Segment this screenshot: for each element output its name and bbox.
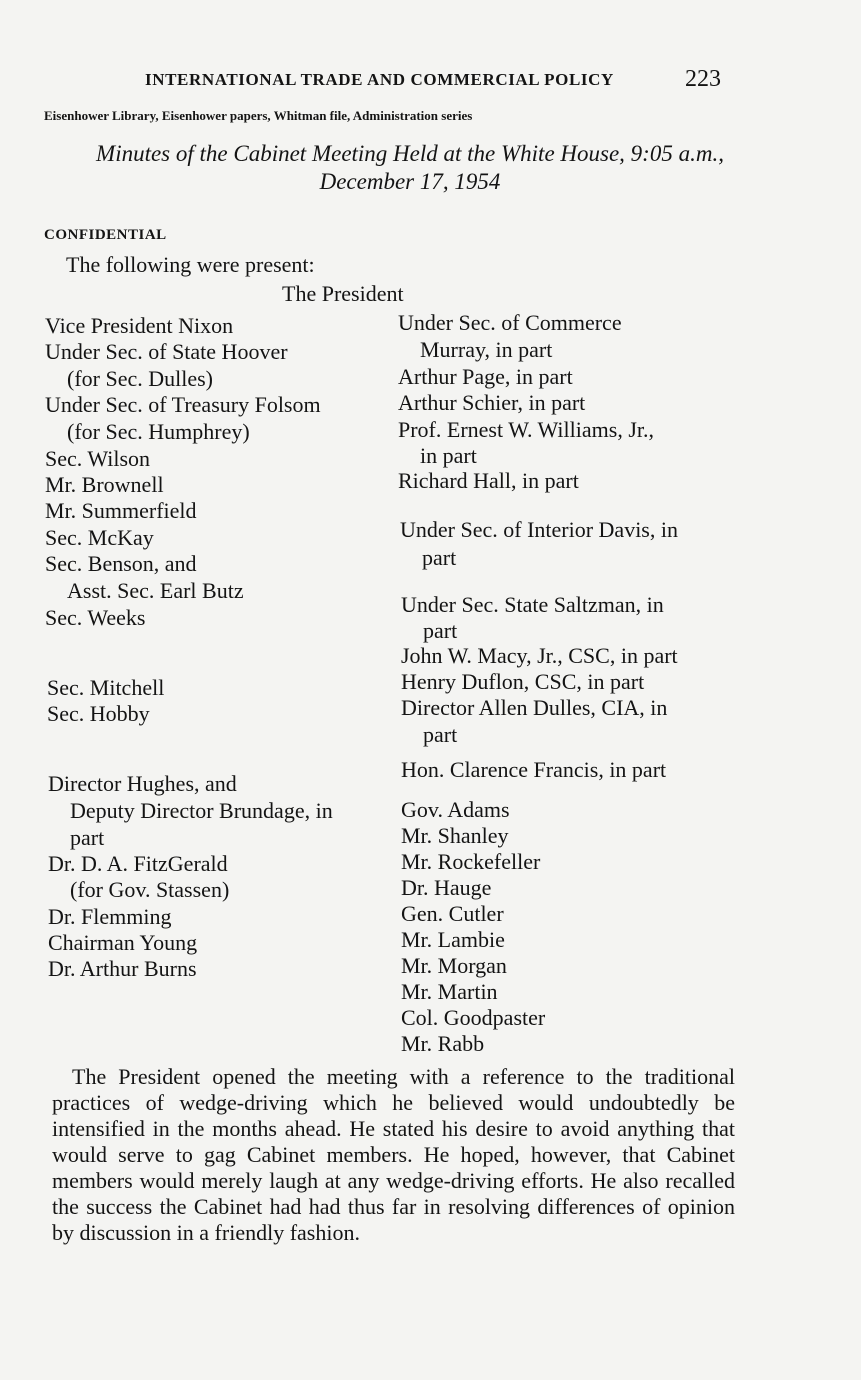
attendee-right: Henry Duflon, CSC, in part: [401, 669, 645, 694]
attendee-right: Mr. Rockefeller: [401, 849, 541, 874]
attendee-right: Under Sec. of Interior Davis, in: [400, 517, 678, 542]
attendee-right: Director Allen Dulles, CIA, in: [401, 695, 668, 720]
attendee-right: Gov. Adams: [401, 797, 510, 822]
attendee-left: Dr. Flemming: [48, 904, 172, 929]
attendee-right: Arthur Schier, in part: [398, 390, 586, 415]
attendee-right: Gen. Cutler: [401, 901, 504, 926]
attendee-left: Dr. D. A. FitzGerald: [48, 851, 228, 876]
attendee-right: part: [423, 618, 458, 643]
attendee-left: Sec. Benson, and: [45, 551, 197, 576]
attendee-left: Sec. Hobby: [47, 701, 150, 726]
attendee-right: Mr. Morgan: [401, 953, 507, 978]
attendee-right: part: [423, 722, 458, 747]
document-title: [40, 140, 780, 196]
attendee-right: Col. Goodpaster: [401, 1005, 546, 1030]
body-paragraph: The President opened the meeting with a reference to the traditional practices of wedge-driving which he believed would undoubtedly be intensified in the months ahead. He stated his desire to avoid anything that would serve to gag Cabinet members. He hoped, however, that Cabinet members would merely laugh at any wedge-driving efforts. He also recalled the success the Cabinet had had thus far in resolving differences of opinion by discussion in a friendly fashion.: [52, 1064, 735, 1245]
attendee-left: Asst. Sec. Earl Butz: [67, 578, 244, 603]
attendee-left: Under Sec. of Treasury Folsom: [45, 392, 321, 417]
attendee-right: Arthur Page, in part: [398, 364, 573, 389]
document-title-line-2: December 17, 1954: [319, 169, 501, 194]
attendance-intro: The following were present:: [66, 252, 315, 277]
attendee-right: Under Sec. State Saltzman, in: [401, 592, 664, 617]
attendee-left: Chairman Young: [48, 930, 198, 955]
attendee-left: Director Hughes, and: [48, 771, 237, 796]
attendee-left: Under Sec. of State Hoover: [45, 339, 288, 364]
attendance-head: The President: [282, 281, 404, 306]
attendee-left: (for Gov. Stassen): [70, 877, 230, 902]
page-number: 223: [685, 66, 721, 92]
attendee-left: (for Sec. Humphrey): [67, 419, 250, 444]
attendee-right: Mr. Shanley: [401, 823, 509, 848]
attendee-left: part: [70, 825, 105, 850]
attendee-left: (for Sec. Dulles): [67, 366, 214, 391]
attendee-right: Prof. Ernest W. Williams, Jr.,: [398, 417, 654, 442]
attendee-right: in part: [420, 443, 477, 468]
attendee-left: Deputy Director Brundage, in: [70, 798, 333, 823]
document-title-line-1: Minutes of the Cabinet Meeting Held at the White House, 9:05 a.m.,: [96, 141, 724, 166]
running-head: [0, 66, 861, 96]
attendee-left: Sec. McKay: [45, 525, 154, 550]
attendee-right: Under Sec. of Commerce: [398, 310, 622, 335]
attendee-left: Sec. Weeks: [45, 605, 146, 630]
attendee-left: Mr. Brownell: [45, 472, 164, 497]
classification-marking: CONFIDENTIAL: [44, 227, 167, 243]
running-title: INTERNATIONAL TRADE AND COMMERCIAL POLICY: [145, 70, 614, 89]
attendee-right: Richard Hall, in part: [398, 468, 579, 493]
attendee-right: Hon. Clarence Francis, in part: [401, 757, 667, 782]
attendee-right: Mr. Rabb: [401, 1031, 485, 1056]
attendee-right: part: [422, 545, 457, 570]
attendee-left: Vice President Nixon: [45, 313, 234, 338]
attendee-right: Mr. Martin: [401, 979, 498, 1004]
attendee-left: Dr. Arthur Burns: [48, 956, 197, 981]
attendee-left: Sec. Mitchell: [47, 675, 165, 700]
source-note: Eisenhower Library, Eisenhower papers, Whitman file, Administration series: [44, 108, 473, 123]
attendee-left: Mr. Summerfield: [45, 498, 197, 523]
attendee-left: Sec. Wilson: [45, 446, 151, 471]
attendee-right: Dr. Hauge: [401, 875, 492, 900]
attendee-right: Mr. Lambie: [401, 927, 505, 952]
attendee-right: Murray, in part: [420, 337, 553, 362]
attendee-right: John W. Macy, Jr., CSC, in part: [401, 643, 678, 668]
